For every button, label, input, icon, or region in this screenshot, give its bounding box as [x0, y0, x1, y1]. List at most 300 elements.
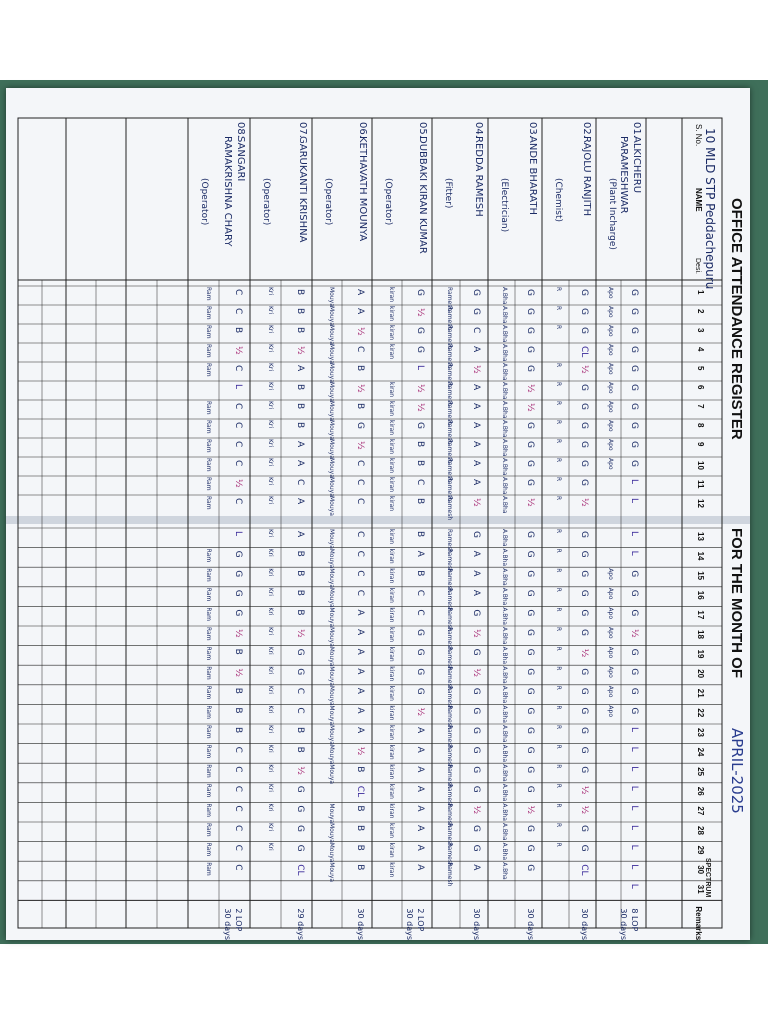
attendance-mark: G	[415, 289, 425, 296]
signature-initial: Mouya	[328, 548, 335, 569]
employee-role: (Operator)	[261, 178, 271, 226]
attendance-mark: B	[355, 766, 365, 773]
signature-initial: Ramesh	[446, 862, 453, 887]
attendance-mark: B	[295, 746, 305, 753]
signature-initial: kiran	[388, 325, 395, 341]
serial-number: 02.	[581, 122, 592, 138]
attendance-mark: G	[525, 570, 535, 578]
signature-initial: Mouya	[328, 764, 335, 785]
signature-initial: kiran	[388, 548, 395, 564]
attendance-mark: A	[471, 384, 481, 391]
signature-initial: R	[555, 496, 562, 501]
signature-initial: A.Bha	[501, 496, 508, 514]
signature-initial: Kri	[267, 496, 274, 505]
day-header: 23	[696, 728, 705, 737]
attendance-mark: G	[525, 785, 535, 793]
signature-initial: Ramesh	[446, 587, 453, 612]
signature-initial: Kri	[267, 803, 274, 812]
signature-initial: kiran	[388, 496, 395, 512]
attendance-mark: G	[525, 479, 535, 486]
signature-initial: A.Bha	[501, 842, 508, 861]
attendance-mark: G	[579, 746, 589, 754]
employee-name: DUBBAKI KIRAN KUMAR	[417, 136, 428, 254]
attendance-mark: G	[629, 687, 639, 695]
day-header: 15	[696, 571, 705, 581]
signature-initial: Kri	[267, 287, 274, 296]
signature-initial: Ramesh	[446, 363, 453, 388]
attendance-mark: A	[471, 864, 481, 871]
attendance-mark: G	[415, 648, 425, 656]
signature-initial: Ramesh	[446, 823, 453, 848]
name-header: NAME	[694, 188, 703, 212]
signature-initial: Mouya	[328, 568, 335, 589]
attendance-mark: ½	[471, 498, 481, 507]
attendance-mark: L	[629, 727, 639, 733]
brand-logo: SPECTRUM	[704, 858, 711, 898]
signature-initial: A.Bha	[501, 587, 508, 606]
attendance-mark: G	[579, 687, 589, 695]
signature-initial: Kri	[267, 344, 274, 353]
signature-initial: A.Bha	[501, 803, 508, 821]
signature-initial: Mouya	[328, 607, 335, 628]
attendance-mark: C	[415, 589, 425, 597]
signature-initial: Ramesh	[446, 627, 453, 652]
book-fold-gutter	[6, 516, 750, 524]
attendance-mark: ½	[525, 403, 535, 412]
attendance-mark: A	[295, 441, 305, 448]
attendance-mark: G	[525, 589, 535, 597]
attendance-mark: ½	[355, 327, 365, 336]
signature-initial: Ram	[205, 439, 212, 453]
employee-name: PARAMESHWAR	[618, 136, 629, 214]
signature-initial: R	[555, 363, 562, 368]
attendance-mark: G	[415, 629, 425, 636]
signature-initial: Ramesh	[446, 439, 453, 464]
attendance-mark: G	[629, 403, 639, 410]
signature-initial: R	[555, 607, 562, 612]
day-header: 21	[696, 688, 705, 698]
signature-initial: R	[555, 401, 562, 406]
attendance-mark: B	[295, 609, 305, 616]
signature-initial: Ram	[205, 325, 212, 339]
attendance-mark: G	[629, 570, 639, 578]
signature-initial: Kri	[267, 363, 274, 372]
signature-initial: Mouya	[328, 344, 335, 364]
attendance-mark: G	[471, 727, 481, 734]
attendance-mark: A	[471, 550, 481, 557]
attendance-mark: G	[579, 384, 589, 391]
signature-initial: A.Bha	[501, 607, 508, 625]
signature-initial: R	[555, 627, 562, 632]
attendance-mark: G	[629, 384, 639, 391]
attendance-mark: G	[415, 327, 425, 334]
attendance-mark: ½	[415, 403, 425, 412]
employee-role: (Chemist)	[553, 178, 563, 223]
attendance-mark: G	[471, 746, 481, 754]
employee-remark: 2 LOP	[234, 908, 243, 932]
attendance-mark: A	[295, 460, 305, 467]
signature-initial: Mouya	[328, 803, 335, 824]
signature-initial: Ramesh	[446, 568, 453, 593]
signature-initial: Ram	[205, 862, 212, 876]
attendance-mark: ½	[233, 479, 243, 488]
attendance-mark: C	[233, 289, 243, 296]
attendance-mark: G	[471, 766, 481, 774]
attendance-mark: G	[471, 825, 481, 832]
register-title-right: FOR THE MONTH OF	[728, 528, 745, 678]
signature-initial: R	[555, 325, 562, 330]
attendance-mark: ½	[579, 498, 589, 507]
signature-initial: Kri	[267, 744, 274, 753]
signature-initial: Kri	[267, 627, 274, 636]
attendance-mark: G	[471, 289, 481, 296]
attendance-mark: C	[355, 550, 365, 557]
attendance-mark: G	[525, 687, 535, 695]
signature-initial: R	[555, 568, 562, 573]
employee-remark: 2 LOP	[416, 908, 425, 932]
attendance-mark: ½	[579, 365, 589, 374]
serial-number: 03.	[527, 122, 538, 138]
attendance-mark: C	[233, 422, 243, 429]
signature-initial: kiran	[388, 529, 395, 545]
signature-initial: kiran	[388, 627, 395, 643]
signature-initial: A.Bha	[501, 325, 508, 343]
attendance-mark: G	[295, 648, 305, 656]
signature-initial: Ram	[205, 306, 212, 320]
attendance-mark: A	[415, 727, 425, 734]
attendance-mark: A	[355, 308, 365, 315]
attendance-mark: B	[355, 365, 365, 372]
signature-initial: A.Bha	[501, 862, 508, 880]
attendance-mark: G	[415, 346, 425, 353]
attendance-register-book	[6, 88, 750, 940]
attendance-mark: G	[471, 707, 481, 715]
attendance-mark: G	[629, 422, 639, 429]
serial-number: 06.	[357, 122, 368, 138]
signature-initial: Mouya	[328, 842, 335, 863]
signature-initial: A.Bha	[501, 783, 508, 802]
attendance-mark: G	[525, 365, 535, 372]
attendance-mark: L	[629, 844, 639, 850]
attendance-mark: ½	[295, 766, 305, 775]
employee-remark: 8 LOP	[630, 908, 639, 932]
signature-initial: kiran	[388, 287, 395, 303]
signature-initial: Apo	[607, 401, 614, 413]
signature-initial: Apo	[607, 666, 614, 678]
signature-initial: A.Bha	[501, 529, 508, 547]
signature-initial: Ramesh	[446, 458, 453, 483]
attendance-mark: A	[355, 727, 365, 734]
signature-initial: kiran	[388, 587, 395, 603]
signature-initial: A.Bha	[501, 764, 508, 782]
background-bottom	[0, 944, 768, 1024]
attendance-mark: C	[355, 460, 365, 467]
attendance-mark: C	[295, 479, 305, 486]
attendance-mark: G	[525, 844, 535, 852]
attendance-mark: G	[525, 707, 535, 715]
signature-initial: Kri	[267, 823, 274, 832]
attendance-mark: L	[629, 479, 639, 485]
day-header: 28	[696, 826, 705, 835]
day-header: 26	[696, 786, 705, 796]
attendance-mark: ½	[295, 346, 305, 355]
signature-initial: Ramesh	[446, 548, 453, 573]
attendance-mark: G	[579, 825, 589, 832]
signature-initial: Ram	[205, 496, 212, 510]
employee-remark: 30 days	[356, 908, 365, 940]
signature-initial: Mouya	[328, 685, 335, 706]
day-header: 8	[696, 423, 705, 428]
attendance-mark: ½	[471, 365, 481, 374]
attendance-mark: B	[295, 289, 305, 296]
attendance-mark: A	[355, 687, 365, 694]
signature-initial: A.Bha	[501, 420, 508, 438]
serial-number: 08.	[235, 122, 246, 138]
attendance-mark: G	[471, 785, 481, 793]
day-header: 19	[696, 649, 705, 659]
attendance-mark: C	[233, 498, 243, 505]
attendance-mark: B	[295, 308, 305, 315]
signature-initial: Kri	[267, 607, 274, 616]
signature-initial: Ram	[205, 548, 212, 563]
signature-initial: Mouya	[328, 666, 335, 687]
attendance-mark: B	[295, 727, 305, 734]
signature-initial: Ram	[205, 420, 212, 434]
attendance-mark: G	[525, 550, 535, 558]
employee-role: (Plant Incharge)	[607, 178, 617, 250]
signature-initial: Apo	[607, 627, 614, 639]
attendance-mark: ½	[579, 805, 589, 815]
signature-initial: Ram	[205, 627, 212, 641]
attendance-mark: B	[233, 648, 243, 655]
attendance-mark: A	[415, 746, 425, 753]
attendance-mark: ½	[295, 629, 305, 638]
signature-initial: R	[555, 803, 562, 808]
signature-initial: Kri	[267, 529, 274, 538]
signature-initial: A.Bha	[501, 744, 508, 763]
signature-initial: Ramesh	[446, 842, 453, 867]
attendance-mark: G	[579, 570, 589, 578]
signature-initial: Ram	[205, 477, 212, 491]
signature-initial: Mouya	[328, 587, 335, 608]
signature-initial: R	[555, 764, 562, 769]
signature-initial: kiran	[388, 306, 395, 322]
signature-initial: A.Bha	[501, 439, 508, 457]
signature-initial: Ram	[205, 287, 212, 301]
attendance-mark: B	[295, 403, 305, 410]
attendance-mark: ½	[415, 308, 425, 317]
attendance-mark: A	[471, 589, 481, 596]
signature-initial: Mouya	[328, 744, 335, 765]
attendance-mark: B	[233, 327, 243, 334]
day-header: 22	[696, 708, 705, 718]
attendance-mark: G	[579, 609, 589, 617]
signature-initial: kiran	[388, 401, 395, 417]
attendance-mark: ½	[471, 668, 481, 677]
attendance-mark: B	[295, 570, 305, 577]
attendance-mark: G	[525, 668, 535, 676]
signature-initial: Apo	[607, 705, 614, 717]
attendance-mark: G	[525, 460, 535, 467]
signature-initial: kiran	[388, 685, 395, 701]
attendance-mark: ½	[629, 629, 639, 638]
attendance-mark: G	[629, 327, 639, 334]
signature-initial: R	[555, 685, 562, 690]
day-header: 4	[696, 347, 705, 352]
attendance-mark: G	[233, 550, 243, 558]
signature-initial: Ram	[205, 458, 212, 472]
attendance-mark: A	[471, 570, 481, 577]
signature-initial: R	[555, 287, 562, 292]
attendance-mark: ½	[233, 629, 243, 638]
attendance-mark: G	[471, 844, 481, 852]
attendance-mark: CL	[295, 864, 305, 876]
day-header: 17	[696, 610, 705, 620]
signature-initial: Kri	[267, 382, 274, 391]
attendance-mark: A	[471, 422, 481, 429]
signature-initial: Ramesh	[446, 529, 453, 554]
attendance-mark: A	[415, 844, 425, 851]
signature-initial: A.Bha	[501, 646, 508, 665]
attendance-mark: C	[355, 531, 365, 538]
signature-initial: Ram	[205, 823, 212, 837]
attendance-mark: G	[471, 531, 481, 538]
attendance-mark: G	[525, 864, 535, 872]
signature-initial: Ramesh	[446, 420, 453, 445]
signature-initial: Mouya	[328, 496, 335, 516]
employee-name: RAJOLU RANJITH	[581, 136, 592, 217]
signature-initial: Ramesh	[446, 325, 453, 350]
attendance-mark: B	[355, 864, 365, 871]
attendance-mark: ½	[355, 746, 365, 756]
signature-initial: kiran	[388, 382, 395, 398]
day-header: 9	[696, 442, 705, 447]
attendance-mark: L	[629, 550, 639, 556]
attendance-mark: C	[295, 687, 305, 695]
signature-initial: Ramesh	[446, 287, 453, 312]
attendance-mark: G	[579, 327, 589, 334]
employee-name: REDDA RAMESH	[473, 136, 484, 217]
day-header: 31	[696, 884, 705, 894]
employee-role: (Operator)	[199, 178, 209, 226]
attendance-mark: L	[233, 531, 243, 537]
attendance-mark: G	[579, 550, 589, 558]
signature-initial: R	[555, 666, 562, 671]
attendance-mark: C	[233, 441, 243, 448]
attendance-mark: G	[629, 609, 639, 617]
signature-initial: Ramesh	[446, 646, 453, 671]
attendance-mark: G	[579, 589, 589, 597]
attendance-mark: L	[629, 498, 639, 504]
signature-initial: R	[555, 458, 562, 463]
attendance-mark: C	[355, 570, 365, 577]
signature-initial: Ramesh	[446, 725, 453, 750]
signature-initial: kiran	[388, 568, 395, 584]
attendance-mark: G	[629, 668, 639, 676]
employee-remark: 30 days	[472, 908, 481, 940]
signature-initial: Apo	[607, 420, 614, 432]
signature-initial: kiran	[388, 842, 395, 858]
signature-initial: Apo	[607, 439, 614, 451]
sno-header: S. No.	[694, 124, 703, 147]
signature-initial: Mouya	[328, 458, 335, 478]
attendance-mark: A	[471, 460, 481, 467]
signature-initial: Kri	[267, 458, 274, 467]
signature-initial: R	[555, 823, 562, 828]
signature-initial: Ramesh	[446, 705, 453, 730]
attendance-mark: G	[579, 844, 589, 852]
signature-initial: Kri	[267, 548, 274, 557]
employee-remark: 30 days	[223, 908, 232, 940]
signature-initial: Apo	[607, 325, 614, 337]
attendance-mark: G	[579, 668, 589, 676]
signature-initial: Mouya	[328, 439, 335, 459]
employee-role: (Fitter)	[443, 178, 453, 209]
signature-initial: Ram	[205, 607, 212, 621]
signature-initial: kiran	[388, 420, 395, 436]
signature-initial: Ram	[205, 587, 212, 602]
employee-name: ALKICHERU	[631, 136, 642, 194]
attendance-mark: A	[415, 825, 425, 832]
attendance-mark: L	[629, 864, 639, 870]
signature-initial: Mouya	[328, 363, 335, 383]
day-header: 2	[696, 309, 705, 314]
signature-initial: Kri	[267, 587, 274, 596]
signature-initial: Apo	[607, 587, 614, 600]
employee-name: ANDE BHARATH	[527, 136, 538, 215]
attendance-mark: ½	[355, 384, 365, 393]
signature-initial: Mouya	[328, 705, 335, 726]
signature-initial: Kri	[267, 477, 274, 486]
signature-initial: Apo	[607, 685, 614, 698]
attendance-mark: C	[233, 365, 243, 372]
attendance-mark: ½	[579, 648, 589, 658]
attendance-mark: B	[233, 687, 243, 694]
attendance-mark: A	[471, 479, 481, 486]
signature-initial: Ramesh	[446, 744, 453, 769]
signature-initial: Mouya	[328, 477, 335, 497]
signature-initial: R	[555, 420, 562, 425]
signature-initial: Ram	[205, 783, 212, 798]
attendance-mark: L	[629, 805, 639, 811]
signature-initial: R	[555, 705, 562, 710]
signature-initial: Ram	[205, 344, 212, 358]
attendance-mark: G	[629, 346, 639, 353]
month-value: APRIL-2025	[728, 728, 746, 814]
attendance-mark: G	[579, 460, 589, 467]
attendance-mark: L	[629, 531, 639, 537]
signature-initial: kiran	[388, 823, 395, 839]
signature-initial: Ramesh	[446, 496, 453, 521]
signature-initial: Apo	[607, 458, 614, 470]
signature-initial: Ram	[205, 725, 212, 739]
signature-initial: Kri	[267, 705, 274, 714]
signature-initial: R	[555, 439, 562, 444]
day-header: 20	[696, 669, 705, 679]
signature-initial: A.Bha	[501, 306, 508, 324]
day-header: 25	[696, 767, 705, 777]
signature-initial: A.Bha	[501, 477, 508, 495]
attendance-mark: A	[355, 609, 365, 616]
signature-initial: Kri	[267, 666, 274, 675]
signature-initial: Ram	[205, 685, 212, 700]
signature-initial: A.Bha	[501, 548, 508, 567]
register-sheet	[6, 88, 750, 940]
signature-initial: Kri	[267, 646, 274, 655]
attendance-mark: A	[295, 498, 305, 505]
attendance-mark: A	[415, 550, 425, 557]
signature-initial: Apo	[607, 344, 614, 356]
